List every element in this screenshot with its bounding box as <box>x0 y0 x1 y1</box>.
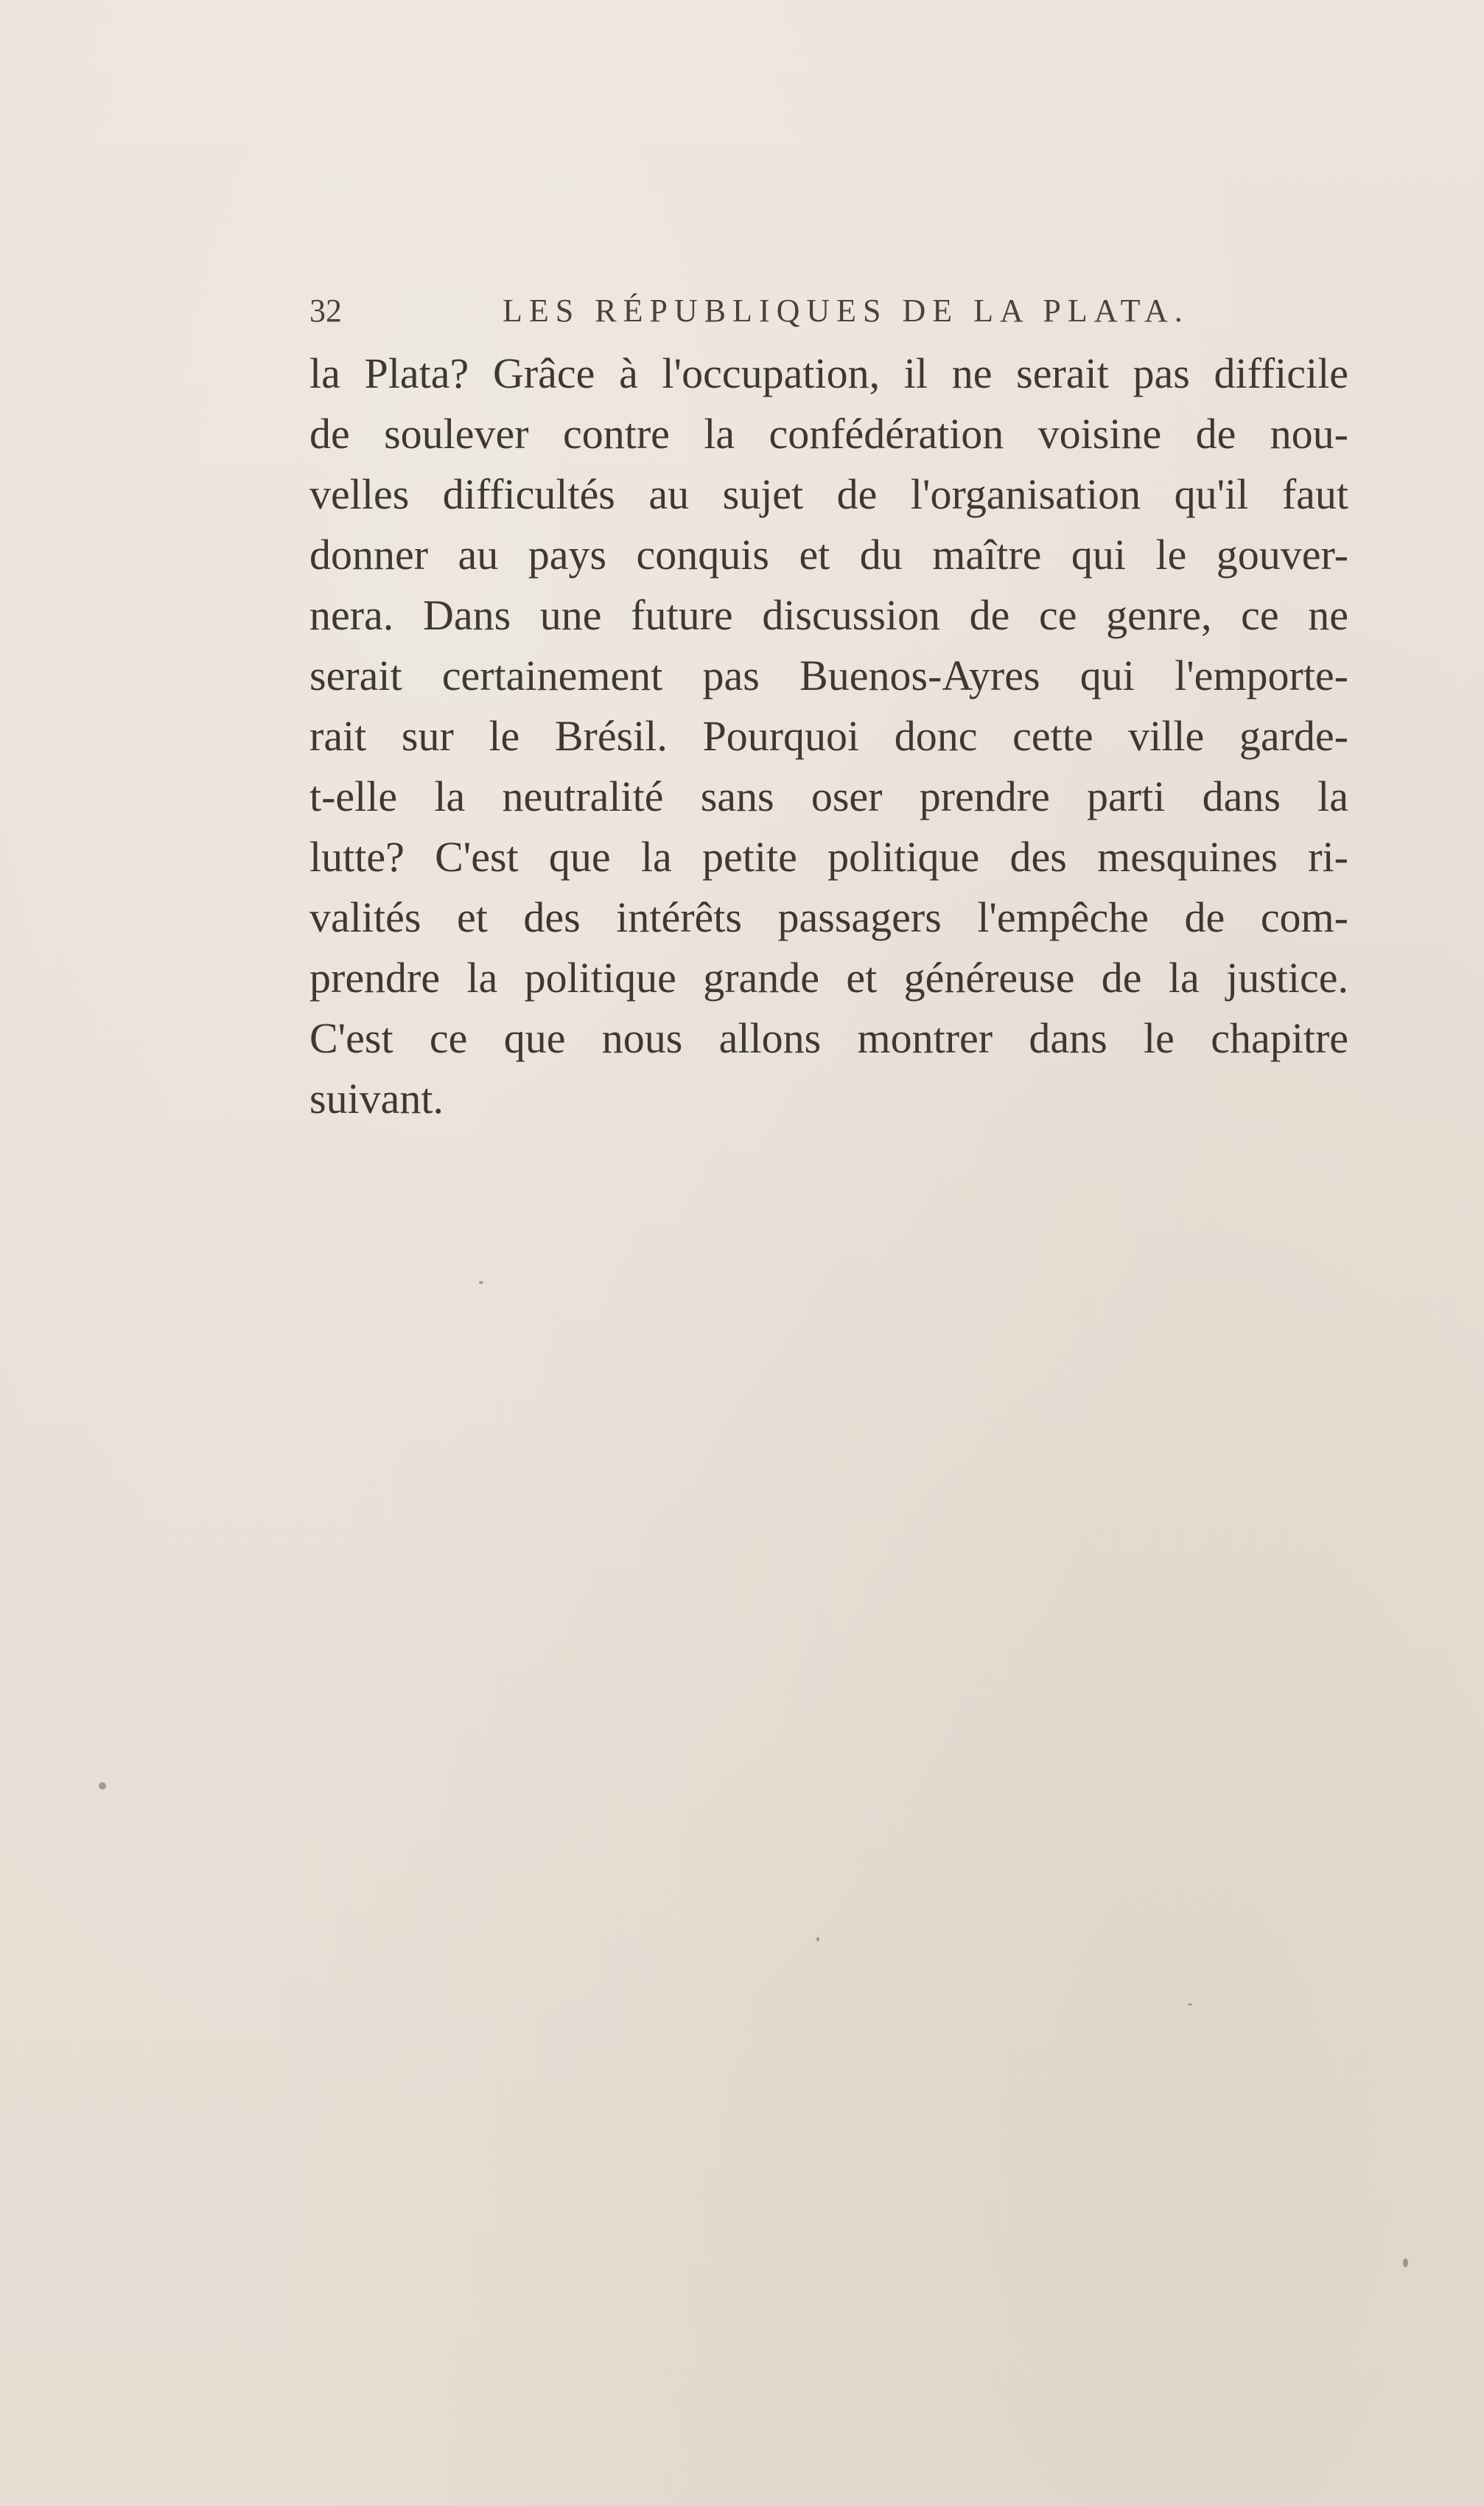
text-line: valités et des intérêts passagers l'empêche de com- <box>309 893 1348 941</box>
text-line: prendre la politique grande et généreuse de la justice. <box>309 954 1348 1002</box>
text-line: la Plata? Grâce à l'occupation, il ne serait pas difficile <box>309 349 1348 397</box>
paper-speck <box>1403 2258 1408 2267</box>
text-line: donner au pays conquis et du maître qui le gouver- <box>309 531 1348 579</box>
text-line: velles difficultés au sujet de l'organisation qu'il faut <box>309 470 1348 518</box>
page-number: 32 <box>309 293 342 329</box>
paper-speck <box>1188 2003 1192 2006</box>
text-line: nera. Dans une future discussion de ce genre, ce ne <box>309 591 1348 639</box>
paper-speck <box>99 1782 106 1790</box>
text-line: C'est ce que nous allons montrer dans le chapitre <box>309 1014 1348 1062</box>
text-line: lutte? C'est que la petite politique des mesquines ri- <box>309 833 1348 881</box>
text-line: de soulever contre la confédération voisine de nou- <box>309 410 1348 458</box>
text-line: rait sur le Brésil. Pourquoi donc cette ville garde- <box>309 712 1348 760</box>
running-head <box>309 289 1194 333</box>
text-line: serait certainement pas Buenos-Ayres qui l'emporte- <box>309 652 1348 699</box>
body-text <box>309 343 1348 1129</box>
text-line: t-elle la neutralité sans oser prendre parti dans la <box>309 772 1348 820</box>
paper-speck <box>479 1281 483 1284</box>
running-head-title: LES RÉPUBLIQUES DE LA PLATA. <box>503 293 1189 329</box>
paper-speck <box>816 1937 819 1941</box>
text-line: suivant. <box>309 1075 444 1123</box>
